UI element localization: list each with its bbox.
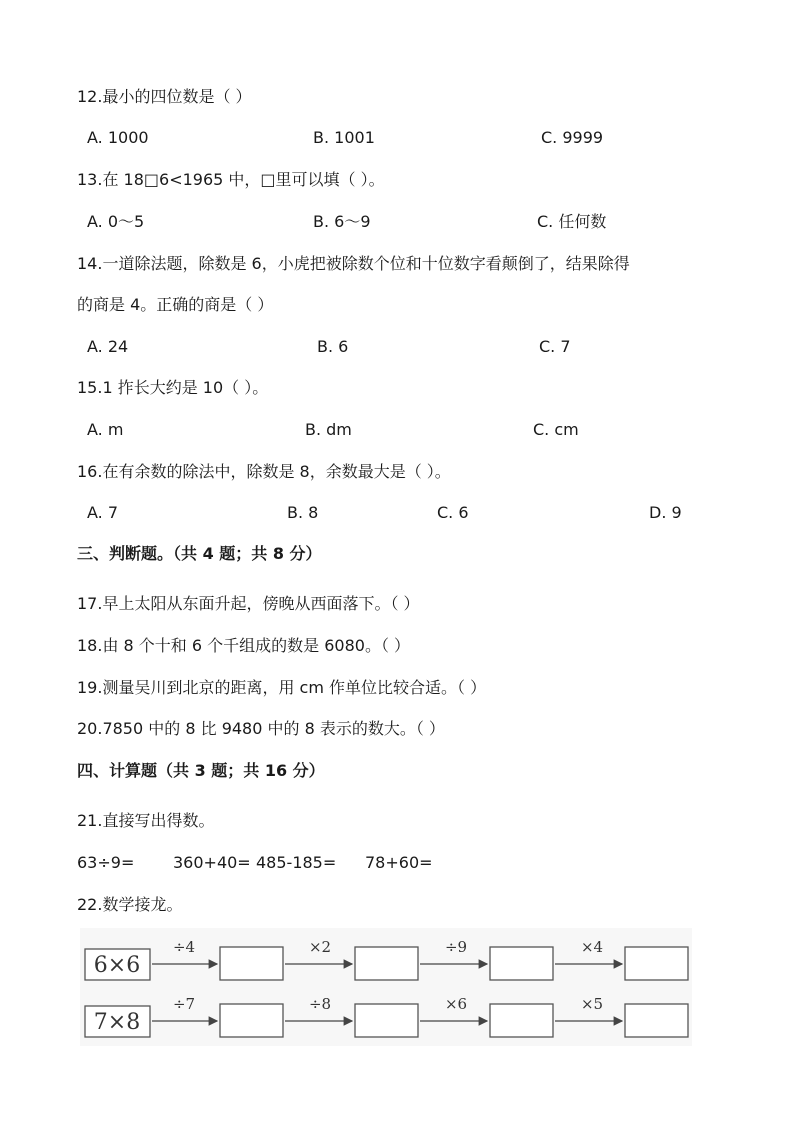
math-chain-diagram — [80, 928, 692, 1046]
q16-option-d: D. 9 — [649, 503, 682, 522]
chain-row-2-op-4: ×5 — [580, 995, 604, 1013]
chain-row-2-op-1: ÷7 — [172, 995, 196, 1013]
chain-row-2-blank-2 — [355, 1004, 418, 1037]
q13-option-c: C. 任何数 — [537, 212, 607, 231]
q15-option-b: B. dm — [305, 420, 352, 439]
section-3-title: 三、判断题。（共 4 题；共 8 分） — [77, 544, 322, 563]
question-15-stem: 15.1 拃长大约是 10（ ）。 — [77, 378, 269, 397]
q13-option-a: A. 0～5 — [87, 212, 145, 231]
question-14-stem-line2: 的商是 4。正确的商是（ ） — [77, 295, 274, 314]
q16-option-b: B. 8 — [287, 503, 319, 522]
q12-option-a: A. 1000 — [87, 128, 149, 147]
chain-row-1-blank-3 — [490, 947, 553, 980]
chain-row-2-start: 7×8 — [93, 1010, 141, 1035]
question-17: 17.早上太阳从东面升起，傍晚从西面落下。（ ） — [77, 594, 420, 613]
chain-row-1 — [85, 938, 688, 980]
question-13-stem: 13.在 18□6<1965 中，□里可以填（ ）。 — [77, 170, 385, 189]
q12-option-c: C. 9999 — [541, 128, 604, 147]
chain-row-1-op-4: ×4 — [580, 938, 604, 956]
calc-item-1: 63÷9= — [77, 853, 135, 872]
q15-option-c: C. cm — [533, 420, 579, 439]
q14-option-a: A. 24 — [87, 337, 129, 356]
question-21: 21.直接写出得数。 — [77, 811, 215, 830]
q12-option-b: B. 1001 — [313, 128, 375, 147]
chain-row-1-op-2: ×2 — [308, 938, 332, 956]
chain-row-2-op-2: ÷8 — [308, 995, 332, 1013]
section-4-title: 四、计算题（共 3 题；共 16 分） — [77, 761, 325, 780]
chain-row-1-start: 6×6 — [93, 953, 141, 978]
chain-row-2-op-3: ×6 — [444, 995, 468, 1013]
chain-row-1-blank-4 — [625, 947, 688, 980]
calc-item-4: 78+60= — [365, 853, 433, 872]
chain-row-1-op-1: ÷4 — [172, 938, 196, 956]
q16-option-c: C. 6 — [437, 503, 469, 522]
chain-row-2-blank-1 — [220, 1004, 283, 1037]
q15-option-a: A. m — [87, 420, 124, 439]
question-20: 20.7850 中的 8 比 9480 中的 8 表示的数大。（ ） — [77, 719, 445, 738]
question-22: 22.数学接龙。 — [77, 895, 183, 914]
question-19: 19.测量吴川到北京的距离，用 cm 作单位比较合适。（ ） — [77, 678, 487, 697]
chain-row-1-op-3: ÷9 — [444, 938, 468, 956]
q13-option-b: B. 6～9 — [313, 212, 371, 231]
chain-row-2-blank-3 — [490, 1004, 553, 1037]
chain-row-1-blank-2 — [355, 947, 418, 980]
q16-option-a: A. 7 — [87, 503, 119, 522]
question-12-stem: 12.最小的四位数是（ ） — [77, 87, 252, 106]
calc-item-2: 360+40= — [173, 853, 251, 872]
chain-row-1-blank-1 — [220, 947, 283, 980]
question-14-stem-line1: 14.一道除法题，除数是 6，小虎把被除数个位和十位数字看颠倒了，结果除得 — [77, 254, 630, 273]
question-16-stem: 16.在有余数的除法中，除数是 8，余数最大是（ ）。 — [77, 462, 451, 481]
q14-option-c: C. 7 — [539, 337, 571, 356]
q14-option-b: B. 6 — [317, 337, 349, 356]
calc-item-3: 485-185= — [256, 853, 337, 872]
chain-row-2 — [85, 995, 688, 1037]
chain-row-2-blank-4 — [625, 1004, 688, 1037]
question-18: 18.由 8 个十和 6 个千组成的数是 6080。（ ） — [77, 636, 411, 655]
